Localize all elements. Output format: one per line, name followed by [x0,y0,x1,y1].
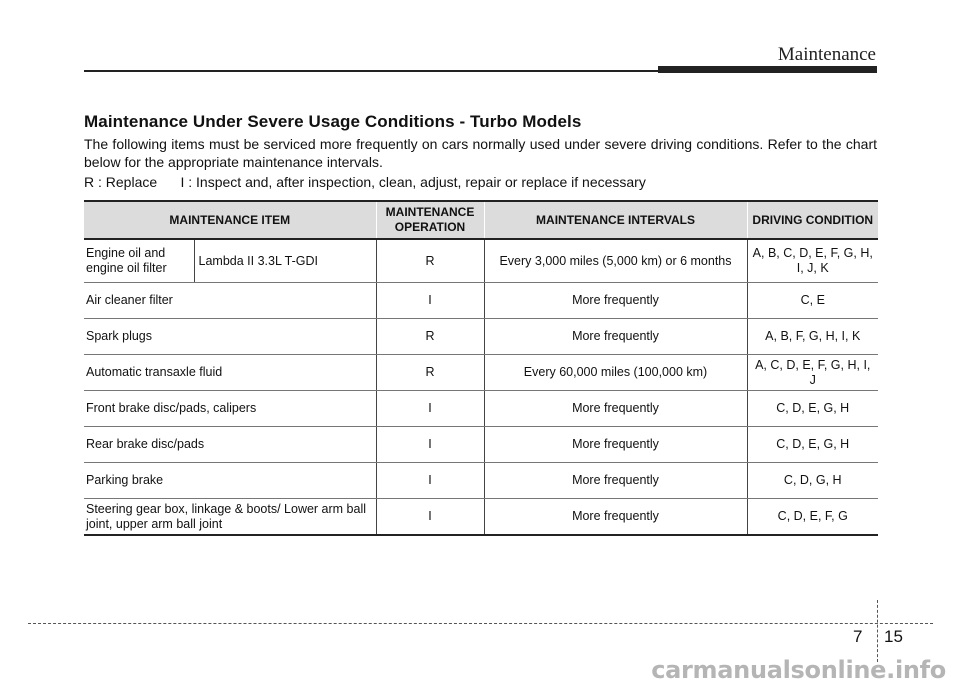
maintenance-table [84,200,878,536]
operation-cell: R [376,319,484,355]
column-header-intervals: MAINTENANCE INTERVALS [484,201,747,239]
table-row [84,499,878,536]
section-title: Maintenance Under Severe Usage Conditions - Turbo Models [84,112,582,131]
operation-cell: I [376,427,484,463]
table-row [84,427,878,463]
chapter-label: Maintenance [777,44,876,65]
condition-cell: A, B, C, D, E, F, G, H, I, J, K [747,239,878,283]
operation-cell: I [376,283,484,319]
table-row [84,239,878,283]
operation-cell: I [376,499,484,536]
interval-cell: More frequently [484,499,747,536]
condition-cell: A, B, F, G, H, I, K [747,319,878,355]
watermark: carmanualsonline.info [651,656,946,684]
condition-cell: A, C, D, E, F, G, H, I, J [747,355,878,391]
interval-cell: Every 3,000 miles (5,000 km) or 6 months [484,239,747,283]
interval-cell: More frequently [484,391,747,427]
table-row [84,355,878,391]
condition-cell: C, D, G, H [747,463,878,499]
legend-text: R : Replace I : Inspect and, after inspection, clean, adjust, repair or replace if necessary [84,174,646,190]
item-cell: Spark plugs [84,319,376,355]
column-header-condition: DRIVING CONDITION [747,201,878,239]
table-row [84,283,878,319]
page-number: 15 [884,627,903,646]
operation-cell: I [376,391,484,427]
table-row [84,319,878,355]
interval-cell: More frequently [484,463,747,499]
item-cell: Parking brake [84,463,376,499]
condition-cell: C, D, E, F, G [747,499,878,536]
table-row [84,463,878,499]
operation-cell: R [376,239,484,283]
footer-divider [877,600,878,662]
item-cell: Rear brake disc/pads [84,427,376,463]
condition-cell: C, D, E, G, H [747,391,878,427]
item-cell: Automatic transaxle fluid [84,355,376,391]
column-header-operation: MAINTENANCE OPERATION [376,201,484,239]
item-cell: Air cleaner filter [84,283,376,319]
interval-cell: More frequently [484,283,747,319]
condition-cell: C, E [747,283,878,319]
interval-cell: More frequently [484,319,747,355]
condition-cell: C, D, E, G, H [747,427,878,463]
table-header-row [84,201,878,239]
header-rule [84,70,658,72]
interval-cell: Every 60,000 miles (100,000 km) [484,355,747,391]
item-cell: Engine oil and engine oil filter [84,239,194,283]
item-cell: Steering gear box, linkage & boots/ Lower arm ball joint, upper arm ball joint [84,499,376,536]
item-sub-cell: Lambda II 3.3L T-GDI [194,239,376,283]
operation-cell: I [376,463,484,499]
item-cell: Front brake disc/pads, calipers [84,391,376,427]
column-header-item: MAINTENANCE ITEM [84,201,376,239]
table-row [84,391,878,427]
page-chapter-number: 7 [853,627,863,646]
operation-cell: R [376,355,484,391]
interval-cell: More frequently [484,427,747,463]
intro-paragraph: The following items must be serviced more frequently on cars normally used under severe driving conditions. Refer to the chart below for the appropriate maintenance intervals. [84,136,877,170]
footer-rule [28,623,933,624]
header-rule-bar [658,66,877,73]
